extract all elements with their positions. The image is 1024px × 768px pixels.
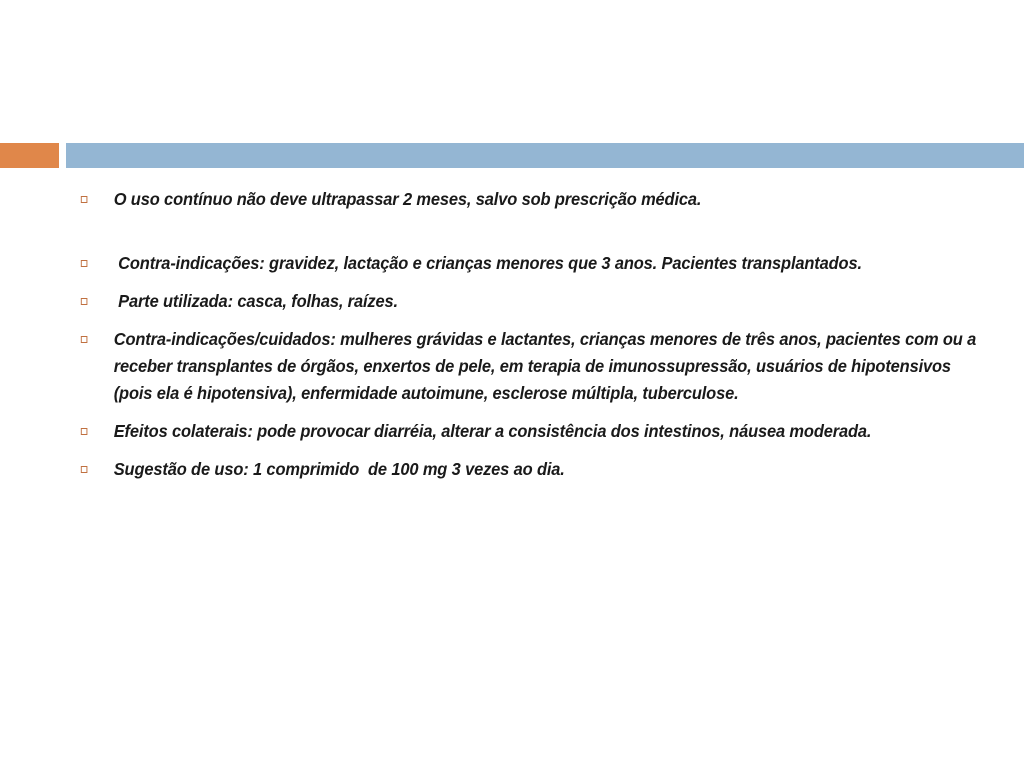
header-accent-bar-orange <box>0 143 59 168</box>
square-bullet-icon <box>81 260 88 267</box>
bullet-text: Parte utilizada: casca, folhas, raízes. <box>113 291 398 311</box>
square-bullet-icon <box>81 466 88 473</box>
bullet-text: Efeitos colaterais: pode provocar diarréia, alterar a consistência dos intestinos, náusea moderada. <box>113 421 872 441</box>
bullet-text: Contra-indicações: gravidez, lactação e crianças menores que 3 anos. Pacientes transplantados. <box>113 253 862 273</box>
list-item <box>78 456 994 483</box>
bullet-text: Contra-indicações/cuidados: mulheres grávidas e lactantes, crianças menores de três anos, pacientes com ou a receber transplantes de órgãos, enxertos de pele, em terapia de imunossupressão, usuários de hipotensivos (pois ela é hipotensiva), enfermidade autoimune, esclerose múltipla, tuberculose. <box>113 329 981 403</box>
bullet-text: O uso contínuo não deve ultrapassar 2 meses, salvo sob prescrição médica. <box>113 189 702 209</box>
list-item <box>78 418 994 445</box>
header-accent-bar-blue <box>66 143 1024 168</box>
list-item <box>78 326 994 407</box>
square-bullet-icon <box>81 336 88 343</box>
bullet-text: Sugestão de uso: 1 comprimido de 100 mg 3 vezes ao dia. <box>113 459 565 479</box>
list-item <box>78 288 994 315</box>
list-item <box>78 186 994 213</box>
square-bullet-icon <box>81 428 88 435</box>
square-bullet-icon <box>81 298 88 305</box>
bullet-list <box>78 186 981 483</box>
square-bullet-icon <box>81 196 88 203</box>
list-item <box>78 250 994 277</box>
